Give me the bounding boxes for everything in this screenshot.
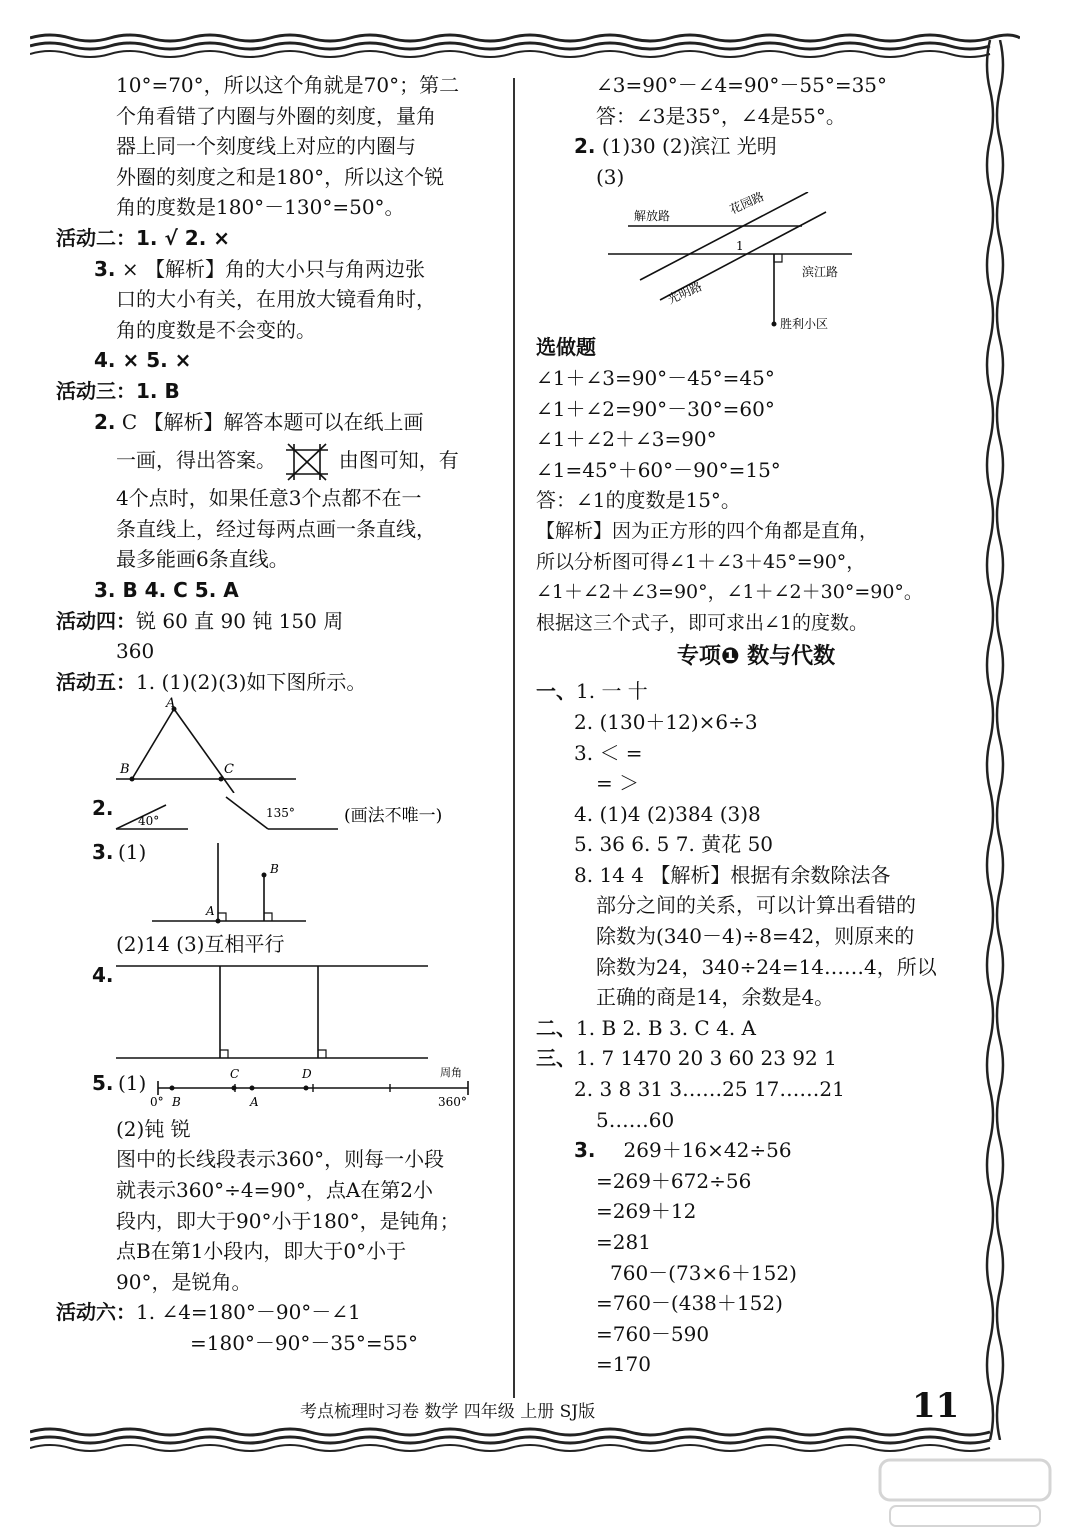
answer-line xyxy=(536,131,976,162)
text-line: 【解析】因为正方形的四个角都是直角， xyxy=(536,519,879,542)
text-line: 口的大小有关，在用放大镜看角时， xyxy=(116,287,436,312)
road-label: 解放路 xyxy=(634,209,671,224)
point-label: D xyxy=(302,1066,312,1081)
answer-line xyxy=(536,1135,976,1166)
angle-label: 1 xyxy=(736,239,744,254)
answer-line: 8. 14 4 【解析】根据有余数除法各 xyxy=(574,862,891,887)
answer-line: 4. × 5. × xyxy=(94,348,192,373)
subitem-label: (1) xyxy=(118,1070,147,1095)
road-label: 滨江路 xyxy=(802,265,839,280)
text-part: 由图可知，有 xyxy=(338,448,459,473)
text-line: 根据这三个式子，即可求出∠1的度数。 xyxy=(536,611,869,634)
answer-line xyxy=(56,254,496,285)
text-line: ∠3=90°－∠4=90°－55°=35° xyxy=(596,73,888,97)
subitem-label: (1) xyxy=(118,840,147,865)
text-line: 正确的商是14，余数是4。 xyxy=(596,985,835,1010)
road-map-figure xyxy=(536,192,976,332)
six-lines-figure xyxy=(282,442,332,482)
answer-text: × 【解析】角的大小只与角两边张 xyxy=(121,256,425,281)
answer-text: (1)30 (2)滨江 光明 xyxy=(601,134,777,159)
answer-text: C 【解析】解答本题可以在纸上画 xyxy=(121,409,424,434)
answer-line: 3. B 4. C 5. A xyxy=(94,577,239,602)
text-line: (3) xyxy=(596,164,625,189)
text-line: =180°－90°－35°=55° xyxy=(190,1331,419,1356)
text-line: 最多能画6条直线。 xyxy=(116,547,289,572)
text-line: ∠1＋∠2＋∠3=90° xyxy=(536,427,717,452)
text-line: 5……60 xyxy=(596,1107,675,1132)
text-line: 答：∠1的度数是15°。 xyxy=(536,488,741,513)
part-heading: 二、 xyxy=(536,1015,576,1040)
item-number: 3. xyxy=(94,256,116,281)
tick-label: 360° xyxy=(438,1094,467,1109)
text-line: ∠1＋∠2=90°－30°=60° xyxy=(536,396,775,421)
activity-heading: 活动六： xyxy=(56,1300,136,1325)
answer-line: 4. (1)4 (2)384 (3)8 xyxy=(574,801,761,826)
footer-text: 考点梳理时习卷 数学 四年级 上册 SJ版 xyxy=(300,1402,596,1422)
part-heading: 一、 xyxy=(536,679,576,704)
answer-text: 1. B 2. B 3. C 4. A xyxy=(576,1015,756,1040)
part-1-line xyxy=(536,676,976,707)
text-line: 除数为24，340÷24=14……4，所以 xyxy=(596,954,937,979)
point-label: A xyxy=(250,1094,259,1109)
answer-text: 锐 60 直 90 钝 150 周 xyxy=(136,608,344,633)
text-line: = ＞ xyxy=(596,771,640,796)
text-line: ∠1=45°＋60°－90°=15° xyxy=(536,457,781,482)
road-map-drawing xyxy=(536,192,976,332)
point-label: C xyxy=(224,762,234,778)
text-line: (2)钝 锐 xyxy=(116,1116,191,1141)
calc-line: =281 xyxy=(596,1230,651,1254)
text-line: 360 xyxy=(116,639,155,664)
parallel-drawing xyxy=(56,960,496,1064)
text-line: 答：∠3是35°，∠4是55°。 xyxy=(596,103,846,128)
road-label: 花园路 xyxy=(727,192,767,218)
text-line: 10°=70°，所以这个角就是70°；第二 xyxy=(116,73,460,97)
activity-3-line xyxy=(56,376,496,407)
note-text: (画法不唯一) xyxy=(344,806,443,827)
answer-line: 2. 3 8 31 3……25 17……21 xyxy=(574,1077,845,1102)
calc-line: =760－590 xyxy=(596,1321,710,1346)
item-number: 3. xyxy=(92,840,114,865)
activity-6-line xyxy=(56,1297,496,1328)
point-label: A xyxy=(206,904,215,919)
triangle-figure xyxy=(56,697,496,793)
text-line: 角的度数是不会变的。 xyxy=(116,317,316,342)
text-line: 外圈的刻度之和是180°，所以这个锐 xyxy=(116,164,445,189)
point-label: B xyxy=(270,862,279,877)
text-line: (2)14 (3)互相平行 xyxy=(116,932,285,957)
text-line: 90°，是锐角。 xyxy=(116,1269,252,1294)
answer-text: 1. 7 1470 20 3 60 23 92 1 xyxy=(576,1046,837,1071)
text-line: 除数为(340－4)÷8=42，则原来的 xyxy=(596,924,915,949)
text-line: ∠1＋∠3=90°－45°=45° xyxy=(536,365,775,390)
answer-text: 1. ∠4=180°－90°－∠1 xyxy=(136,1300,361,1325)
text-line: 个角看错了内圈与外圈的刻度，量角 xyxy=(116,103,436,128)
calc-line: 760－(73×6＋152) xyxy=(610,1260,797,1285)
item-number: 4. xyxy=(92,962,114,987)
text-line: 所以分析图可得∠1＋∠3＋45°=90°， xyxy=(536,550,866,573)
perpendicular-figure xyxy=(56,837,496,929)
column-divider xyxy=(513,78,515,1398)
answer-items: 1. √ 2. × xyxy=(136,225,231,250)
right-border-decoration xyxy=(980,40,1020,1440)
part-3-line xyxy=(536,1043,976,1074)
angle-label: 40° xyxy=(138,814,160,829)
activity-heading: 活动三： xyxy=(56,378,136,403)
watermark-logo xyxy=(870,1452,1060,1532)
text-line: 4个点时，如果任意3个点都不在一 xyxy=(116,486,422,511)
optional-heading: 选做题 xyxy=(536,335,596,360)
calc-line: =269＋12 xyxy=(596,1199,697,1224)
activity-5-line xyxy=(56,667,496,698)
road-label: 光明路 xyxy=(665,279,705,308)
activity-4-line xyxy=(56,606,496,637)
point-label: B xyxy=(172,1094,181,1109)
item-number: 2. xyxy=(92,796,114,821)
text-line: 器上同一个刻度线上对应的内圈与 xyxy=(116,134,416,159)
text-line-with-figure xyxy=(56,437,496,483)
answer-line xyxy=(56,407,496,438)
answer-text: 1. 一 十 xyxy=(576,679,648,704)
answer-line: 2. (130＋12)×6÷3 xyxy=(574,709,758,734)
item-number: 2. xyxy=(94,409,116,434)
left-column xyxy=(56,70,496,1359)
activity-heading: 活动五： xyxy=(56,669,136,694)
activity-2-line xyxy=(56,223,496,254)
angle-label: 135° xyxy=(266,806,295,821)
part-2-line xyxy=(536,1013,976,1044)
number-line-figure xyxy=(56,1064,496,1114)
page-number: 11 xyxy=(912,1386,960,1426)
calc-line: =269＋672÷56 xyxy=(596,1168,752,1193)
activity-heading: 活动二： xyxy=(56,225,136,250)
part-heading: 三、 xyxy=(536,1046,576,1071)
point-label: C xyxy=(230,1066,240,1081)
text-line: 条直线上，经过每两点画一条直线， xyxy=(116,516,436,541)
right-column xyxy=(536,70,976,1380)
answer-text: 1. (1)(2)(3)如下图所示。 xyxy=(136,669,367,694)
parallel-figure xyxy=(56,960,496,1064)
point-label: B xyxy=(120,762,130,778)
text-line: 就表示360°÷4=90°，点A在第2小 xyxy=(116,1178,434,1203)
calc-line: =760－(438＋152) xyxy=(596,1291,783,1316)
place-label: 胜利小区 xyxy=(780,317,829,332)
calc-line: 269＋16×42÷56 xyxy=(623,1138,792,1163)
line-label: 周角 xyxy=(440,1065,462,1079)
item-number: 5. xyxy=(92,1070,114,1095)
calc-line: =170 xyxy=(596,1352,651,1377)
angles-figure xyxy=(56,793,496,837)
tick-label: 0° xyxy=(150,1094,164,1109)
activity-heading: 活动四： xyxy=(56,608,136,633)
text-line: ∠1＋∠2＋∠3=90°，∠1＋∠2＋30°=90°。 xyxy=(536,581,923,604)
item-number: 2. xyxy=(574,134,596,159)
text-line: 段内，即大于90°小于180°，是钝角； xyxy=(116,1208,460,1233)
angles-drawing xyxy=(56,793,496,837)
text-line: 部分之间的关系，可以计算出看错的 xyxy=(596,893,916,918)
text-line: 图中的长线段表示360°，则每一小段 xyxy=(116,1147,445,1172)
top-border-decoration xyxy=(30,28,1020,68)
section-title: 专项❶ 数与代数 xyxy=(676,644,836,670)
item-number: 3. xyxy=(574,1138,596,1163)
text-line: 角的度数是180°－130°=50°。 xyxy=(116,195,405,220)
answer-line: 5. 36 6. 5 7. 黄花 50 xyxy=(574,832,774,857)
text-part: 一画，得出答案。 xyxy=(116,448,276,473)
triangle-drawing xyxy=(56,697,476,793)
point-label: A xyxy=(166,697,176,712)
answer-items: 1. B xyxy=(136,378,180,403)
answer-line: 3. ＜ = xyxy=(574,740,643,765)
text-line: 点B在第1小段内，即大于0°小于 xyxy=(116,1239,407,1264)
